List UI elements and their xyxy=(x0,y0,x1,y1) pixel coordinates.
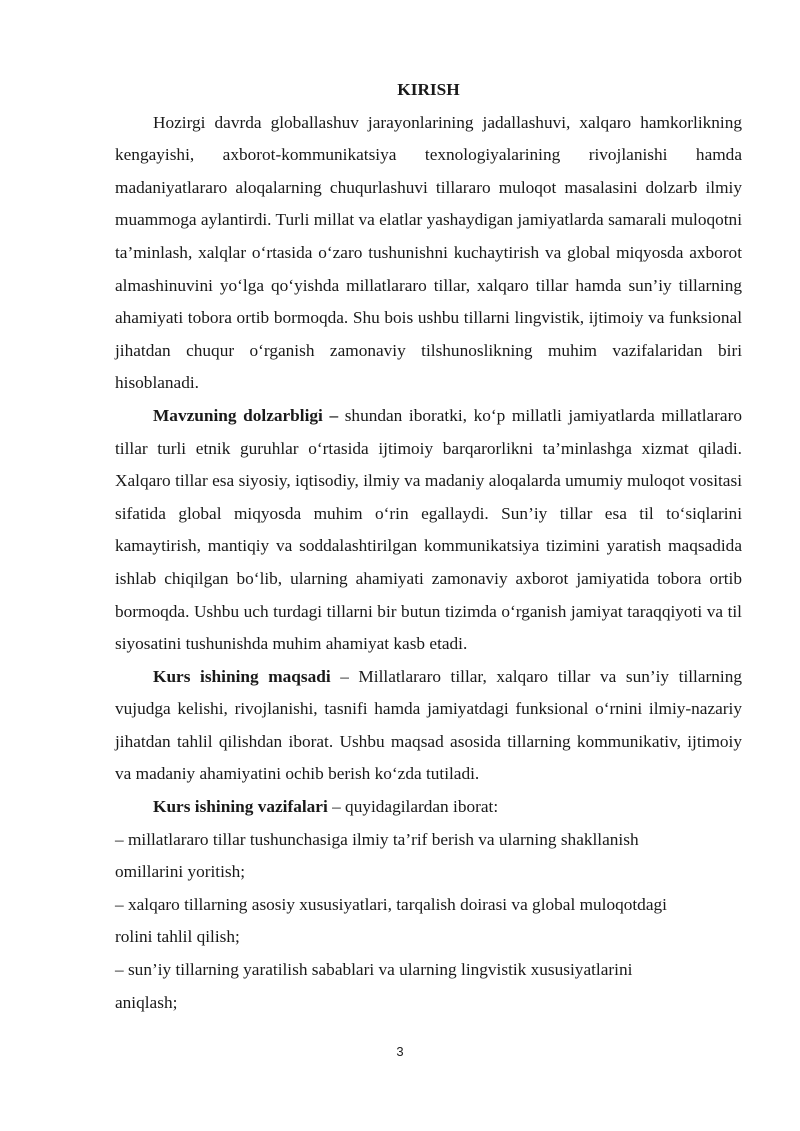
list-item: – xalqaro tillarning asosiy xususiyatlari, tarqalish doirasi va global muloqotdagi rolini tahlil qilish; xyxy=(115,894,667,947)
intro-paragraph: Hozirgi davrda globallashuv jarayonlarining jadallashuvi, xalqaro hamkorlikning kengayishi, axborot-kommunikatsiya texnologiyalarining rivojlanishi hamda madaniyatlararo aloqalarning chuqurlashuvi tillararo muloqot masalasini dolzarb ilmiy muammoga aylantirdi. Turli millat va elatlar yashaydigan jamiyatlarda samarali muloqotni ta’minlash, xalqlar o‘rtasida o‘zaro tushunishni kuchaytirish va global miqyosda axborot almashinuvini yo‘lga qo‘yishda millatlararo tillar, xalqaro tillar hamda sun’iy tillarning ahamiyati tobora ortib bormoqda. Shu bois ushbu tillarni lingvistik, ijtimoiy va funksional jihatdan chuqur o‘rganish zamonaviy tilshunoslikning muhim vazifalaridan biri hisoblanadi. xyxy=(115,112,742,393)
goal-text: – Millatlararo tillar, xalqaro tillar va sun’iy tillarning vujudga kelishi, rivojlanishi, tasnifi hamda jamiyatdagi funksional o‘rnini ilmiy-nazariy jihatdan tahlil qilishdan iborat. Ushbu maqsad asosida tillarning kommunikativ, ijtimoiy va madaniy ahamiyatini ochib berish ko‘zda tutiladi. xyxy=(115,666,743,784)
tasks-paragraph xyxy=(115,791,742,824)
page-content xyxy=(115,74,742,1019)
section-heading: KIRISH xyxy=(397,80,460,99)
list-item: – sun’iy tillarning yaratilish sabablari va ularning lingvistik xususiyatlarini aniqlash; xyxy=(115,960,633,1012)
relevance-label: Mavzuning dolzarbligi – xyxy=(153,405,339,425)
goal-label: Kurs ishining maqsadi xyxy=(153,666,331,686)
goal-paragraph xyxy=(115,661,742,791)
relevance-paragraph xyxy=(115,400,742,661)
tasks-text: – quyidagilardan iborat: xyxy=(327,797,499,817)
list-item: – millatlararo tillar tushunchasiga ilmiy ta’rif berish va ularning shakllanish omillarini yoritish; xyxy=(115,829,639,882)
page-number: 3 xyxy=(396,1044,404,1059)
relevance-text: shundan iboratki, ko‘p millatli jamiyatlarda millatlararo tillar turli etnik guruhlar o‘rtasida ijtimoiy barqarorlikni ta’minlashga xizmat qiladi. Xalqaro tillar esa siyosiy, iqtisodiy, ilmiy va madaniy aloqalarda umumiy muloqot vositasi sifatida global miqyosda muhim o‘rin egallaydi. Sun’iy tillar esa til to‘siqlarini kamaytirish, mantiqiy va soddalashtirilgan kommunikatsiya tizimini yaratish maqsadida ishlab chiqilgan bo‘lib, ularning ahamiyati zamonaviy axborot jamiyatida tobora ortib bormoqda. Ushbu uch turdagi tillarni bir butun tizimda o‘rganish jamiyat taraqqiyoti va til siyosatini tushunishda muhim ahamiyat kasb etadi. xyxy=(115,405,742,654)
tasks-label: Kurs ishining vazifalari xyxy=(153,797,328,817)
